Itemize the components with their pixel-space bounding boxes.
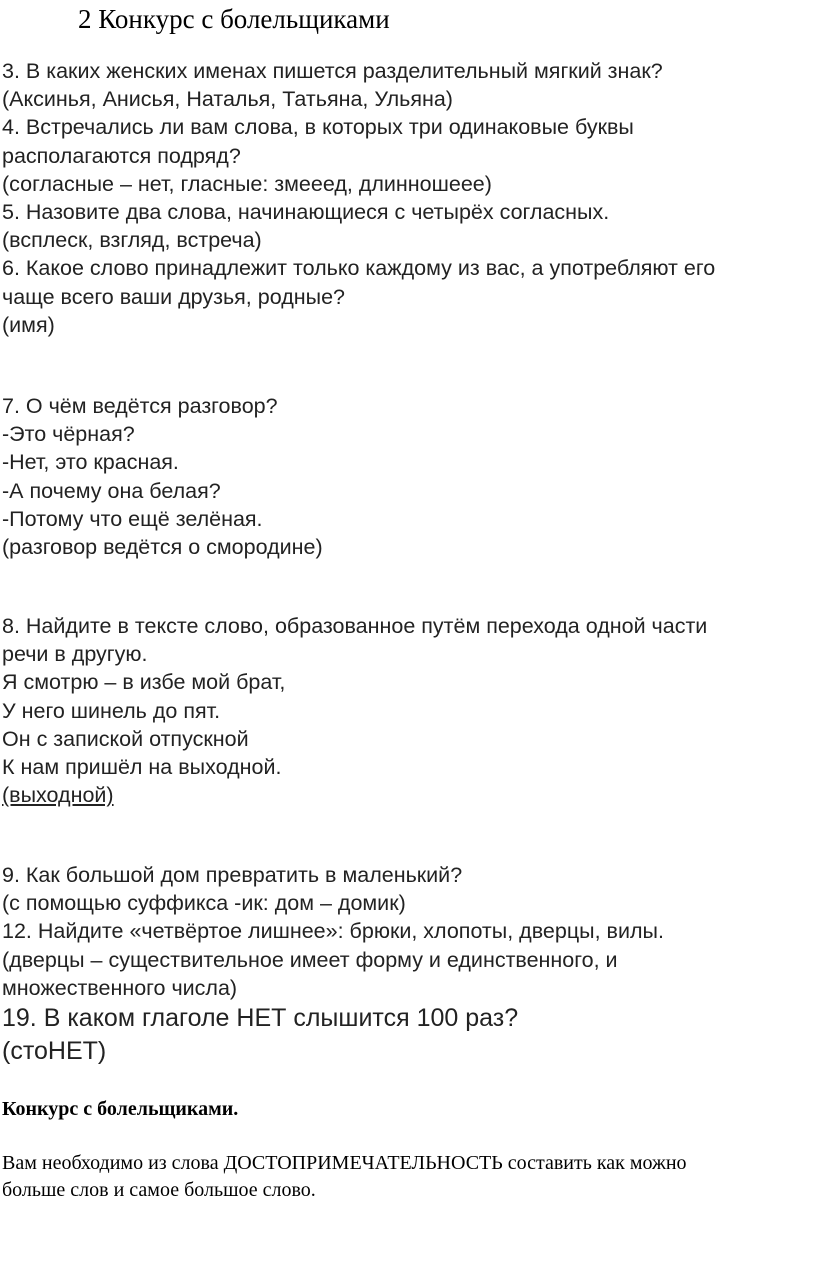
text-line: 7. О чём ведётся разговор? xyxy=(2,394,278,418)
text-line: (разговор ведётся о смородине) xyxy=(2,534,323,559)
text-line: Вам необходимо из слова ДОСТОПРИМЕЧАТЕЛЬНОСТЬ составить как можно xyxy=(2,1152,687,1174)
poem-line: Он с запиской отпускной xyxy=(2,726,249,751)
poem-line: Я смотрю – в избе мой брат, xyxy=(2,670,286,695)
text-line: 9. Как большой дом превратить в маленький? xyxy=(2,863,463,887)
text-line: 5. Назовите два слова, начинающиеся с четырёх согласных. xyxy=(2,199,610,224)
text-line: располагаются подряд? xyxy=(2,143,241,168)
text-line: (стоНЕТ) xyxy=(2,1037,107,1065)
text-line: -А почему она белая? xyxy=(2,478,221,503)
text-line: 12. Найдите «четвёртое лишнее»: брюки, хлопоты, дверцы, вилы. xyxy=(2,919,664,944)
question-19 xyxy=(2,1002,518,1068)
questions-9-12 xyxy=(2,861,664,1002)
text-line: 6. Какое слово принадлежит только каждому из вас, а употребляют его xyxy=(2,256,716,281)
question-7 xyxy=(2,392,323,561)
question-8 xyxy=(2,612,707,809)
text-line: (всплеск, взгляд, встреча) xyxy=(2,228,262,253)
page-title: 2 Конкурс с болельщиками xyxy=(78,4,390,34)
text-line: 8. Найдите в тексте слово, образованное путём перехода одной части xyxy=(2,614,708,638)
answer-underlined: (выходной) xyxy=(2,783,114,808)
text-line: -Потому что ещё зелёная. xyxy=(2,506,263,531)
section-heading: Конкурс с болельщиками. xyxy=(2,1098,239,1120)
text-line: речи в другую. xyxy=(2,642,148,667)
text-line: множественного числа) xyxy=(2,975,238,1000)
text-line: 4. Встречались ли вам слова, в которых три одинаковые буквы xyxy=(2,115,634,140)
text-line: чаще всего ваши друзья, родные? xyxy=(2,284,345,309)
questions-3-6 xyxy=(2,57,715,339)
poem-line: К нам пришёл на выходной. xyxy=(2,754,282,779)
text-line: больше слов и самое большое слово. xyxy=(2,1179,316,1201)
task-paragraph xyxy=(2,1150,687,1204)
text-line: (согласные – нет, гласные: змееед, длинношеее) xyxy=(2,171,492,196)
text-line: -Это чёрная? xyxy=(2,422,135,447)
text-line: (с помощью суффикса -ик: дом – домик) xyxy=(2,891,406,916)
text-line: (Аксинья, Анисья, Наталья, Татьяна, Ульяна) xyxy=(2,87,453,112)
text-line: (имя) xyxy=(2,312,55,337)
text-line: 19. В каком глаголе НЕТ слышится 100 раз? xyxy=(2,1004,519,1032)
text-line: 3. В каких женских именах пишется разделительный мягкий знак? xyxy=(2,59,663,83)
text-line: -Нет, это красная. xyxy=(2,450,179,475)
text-line: (дверцы – существительное имеет форму и единственного, и xyxy=(2,947,618,972)
poem-line: У него шинель до пят. xyxy=(2,698,221,723)
